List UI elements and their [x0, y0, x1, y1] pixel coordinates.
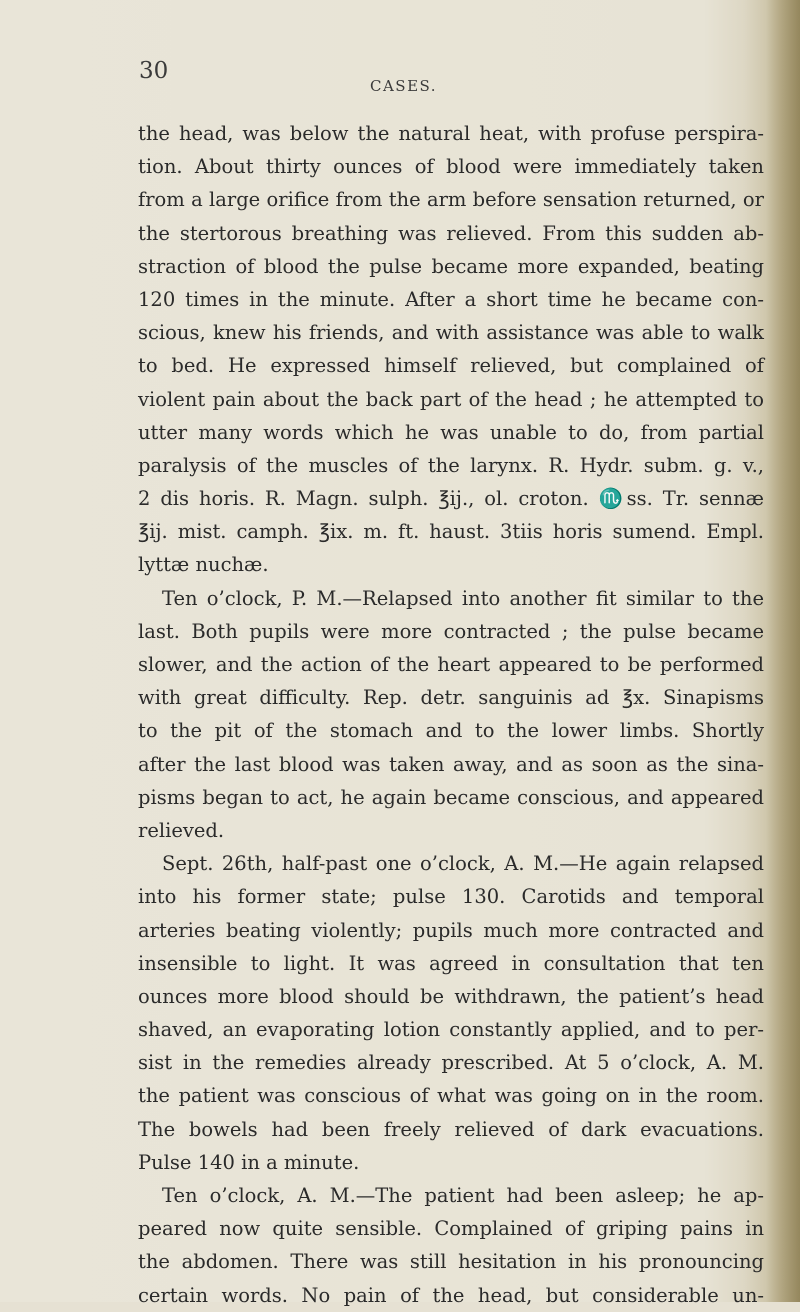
page-edge-shadow [766, 0, 800, 1302]
text-line: tion. About thirty ounces of blood were immediately taken [138, 155, 764, 179]
text-line: from a large orifice from the arm before sensation returned, or [138, 188, 764, 212]
body-text [138, 117, 764, 1312]
text-line: 2 dis horis. R. Magn. sulph. ℥ij., ol. croton. ♏ss. Tr. sennæ [138, 487, 764, 511]
text-line: shaved, an evaporating lotion constantly applied, and to per- [138, 1018, 764, 1042]
text-line: insensible to light. It was agreed in consultation that ten [138, 951, 764, 975]
text-line: Ten o’clock, A. M.—The patient had been asleep; he ap- [162, 1184, 764, 1207]
text-line: utter many words which he was unable to do, from partial [138, 420, 764, 444]
text-line: straction of blood the pulse became more expanded, beating [138, 254, 764, 278]
text-line: into his former state; pulse 130. Carotids and temporal [138, 885, 764, 909]
running-head: CASES. [370, 77, 438, 95]
text-line: after the last blood was taken away, and as soon as the sina- [138, 752, 764, 776]
text-line: 120 times in the minute. After a short time he became con- [138, 287, 764, 311]
text-line: with great difficulty. Rep. detr. sanguinis ad ℥x. Sinapisms [138, 686, 764, 710]
text-line: to bed. He expressed himself relieved, but complained of [138, 354, 764, 378]
text-line: Sept. 26th, half-past one o’clock, A. M.—He again relapsed [162, 852, 764, 876]
text-line: lyttæ nuchæ. [138, 553, 269, 577]
text-line: ounces more blood should be withdrawn, the patient’s head [138, 984, 764, 1008]
text-line: the patient was conscious of what was going on in the room. [138, 1084, 764, 1108]
text-line: last. Both pupils were more contracted ; the pulse became [138, 619, 764, 643]
text-line: ℥ij. mist. camph. ℥ix. m. ft. haust. 3tiis horis sumend. Empl. [138, 520, 764, 544]
text-line: paralysis of the muscles of the larynx. R. Hydr. subm. g. v., [138, 453, 764, 477]
text-line: certain words. No pain of the head, but considerable un- [138, 1283, 764, 1307]
text-line: relieved. [138, 818, 225, 842]
page-number: 30 [139, 58, 169, 84]
text-line: Pulse 140 in a minute. [138, 1150, 360, 1174]
text-line: scious, knew his friends, and with assistance was able to walk [138, 321, 764, 345]
text-line: violent pain about the back part of the head ; he attempted to [138, 387, 764, 411]
text-line: slower, and the action of the heart appeared to be performed [138, 653, 764, 676]
text-line: to the pit of the stomach and to the lower limbs. Shortly [138, 719, 764, 743]
text-line: the stertorous breathing was relieved. From this sudden ab- [138, 221, 764, 245]
text-line: the head, was below the natural heat, with profuse perspira- [138, 122, 764, 145]
text-line: Ten o’clock, P. M.—Relapsed into another fit similar to the [162, 586, 764, 610]
text-line: The bowels had been freely relieved of dark evacuations. [138, 1117, 764, 1141]
text-line: the abdomen. There was still hesitation in his pronouncing [138, 1250, 764, 1274]
text-line: sist in the remedies already prescribed. At 5 o’clock, A. M. [138, 1051, 764, 1075]
text-line: peared now quite sensible. Complained of griping pains in [138, 1217, 764, 1241]
text-line: arteries beating violently; pupils much more contracted and [138, 918, 764, 942]
text-line: pisms began to act, he again became conscious, and appeared [138, 785, 764, 809]
